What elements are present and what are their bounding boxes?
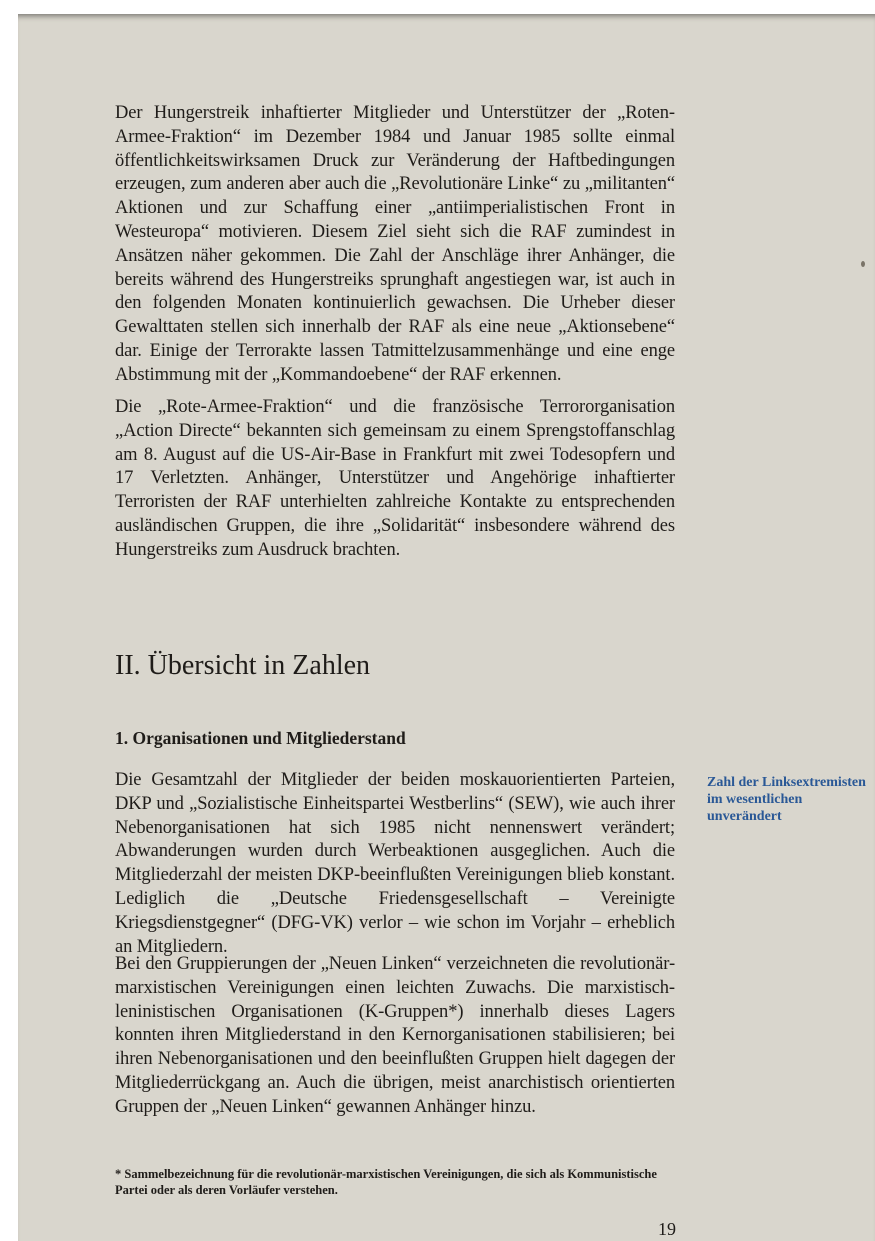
paper-speck: [861, 261, 865, 267]
subsection-heading: 1. Organisationen und Mitgliederstand: [115, 728, 406, 748]
footnote: * Sammelbezeichnung für die revolutionär-marxistischen Vereinigungen, die sich als Kommunistische Partei oder als deren Vorläufer verstehen.: [115, 1167, 657, 1197]
body-paragraph: Die „Rote-Armee-Fraktion“ und die französische Terrororganisation „Action Directe“ bekannten sich gemeinsam zu einem Sprengstoffanschlag am 8. August auf die US-Air-Base in Frankfurt mit zwei Todesopfern und 17 Verletzten. Anhänger, Unterstützer und Angehörige inhaftierter Terroristen der RAF unterhielten zahlreiche Kontakte zu entsprechenden ausländischen Gruppen, die ihre „Solidarität“ insbesondere während des Hungerstreiks zum Ausdruck brachten.: [115, 397, 675, 560]
document-page: [18, 14, 875, 1241]
body-paragraph: Bei den Gruppierungen der „Neuen Linken“ verzeichneten die revolutionär-marxistischen Vereinigungen einen leichten Zuwachs. Die marxistisch-leninistischen Organisationen (K-Gruppen*) innerhalb dieses Lagers konnten ihren Mitgliederstand in den Kernorganisationen stabilisieren; bei ihren Nebenorganisationen und den beeinflußten Gruppen hielt dagegen der Mitgliederrückgang an. Auch die übrigen, meist anarchistisch orientierten Gruppen der „Neuen Linken“ gewannen Anhänger hinzu.: [115, 954, 675, 1117]
section-heading: II. Übersicht in Zahlen: [115, 650, 371, 681]
page-number: 19: [658, 1219, 676, 1239]
margin-note: Zahl der Linksextremisten im wesentlichen unverändert: [707, 775, 866, 824]
body-paragraph: Die Gesamtzahl der Mitglieder der beiden moskauorientierten Parteien, DKP und „Sozialistische Einheitspartei Westberlins“ (SEW), wie auch ihrer Nebenorganisationen hat sich 1985 nicht nennenswert verändert; Abwanderungen wurden durch Werbeaktionen ausgeglichen. Auch die Mitgliederzahl der meisten DKP-beeinflußten Vereinigungen blieb konstant. Lediglich die „Deutsche Friedensgesellschaft – Vereinigte Kriegsdienstgegner“ (DFG-VK) verlor – wie schon im Vorjahr – erheblich an Mitgliedern.: [115, 770, 675, 957]
body-paragraph: Der Hungerstreik inhaftierter Mitglieder und Unterstützer der „Roten-Armee-Fraktion“ im Dezember 1984 und Januar 1985 sollte einmal öffentlichkeitswirksamen Druck zur Veränderung der Haftbedingungen erzeugen, zum anderen aber auch die „Revolutionäre Linke“ zu „militanten“ Aktionen und zur Schaffung einer „antiimperialistischen Front in Westeuropa“ motivieren. Diesem Ziel sieht sich die RAF zumindest in Ansätzen näher gekommen. Die Zahl der Anschläge ihrer Anhänger, die bereits während des Hungerstreiks sprunghaft angestiegen war, ist auch in den folgenden Monaten kontinuierlich gewachsen. Die Urheber dieser Gewalttaten stellen sich innerhalb der RAF als eine neue „Aktionsebene“ dar. Einige der Terrorakte lassen Tatmittelzusammenhänge und eine enge Abstimmung mit der „Kommandoebene“ der RAF erkennen.: [115, 103, 675, 385]
